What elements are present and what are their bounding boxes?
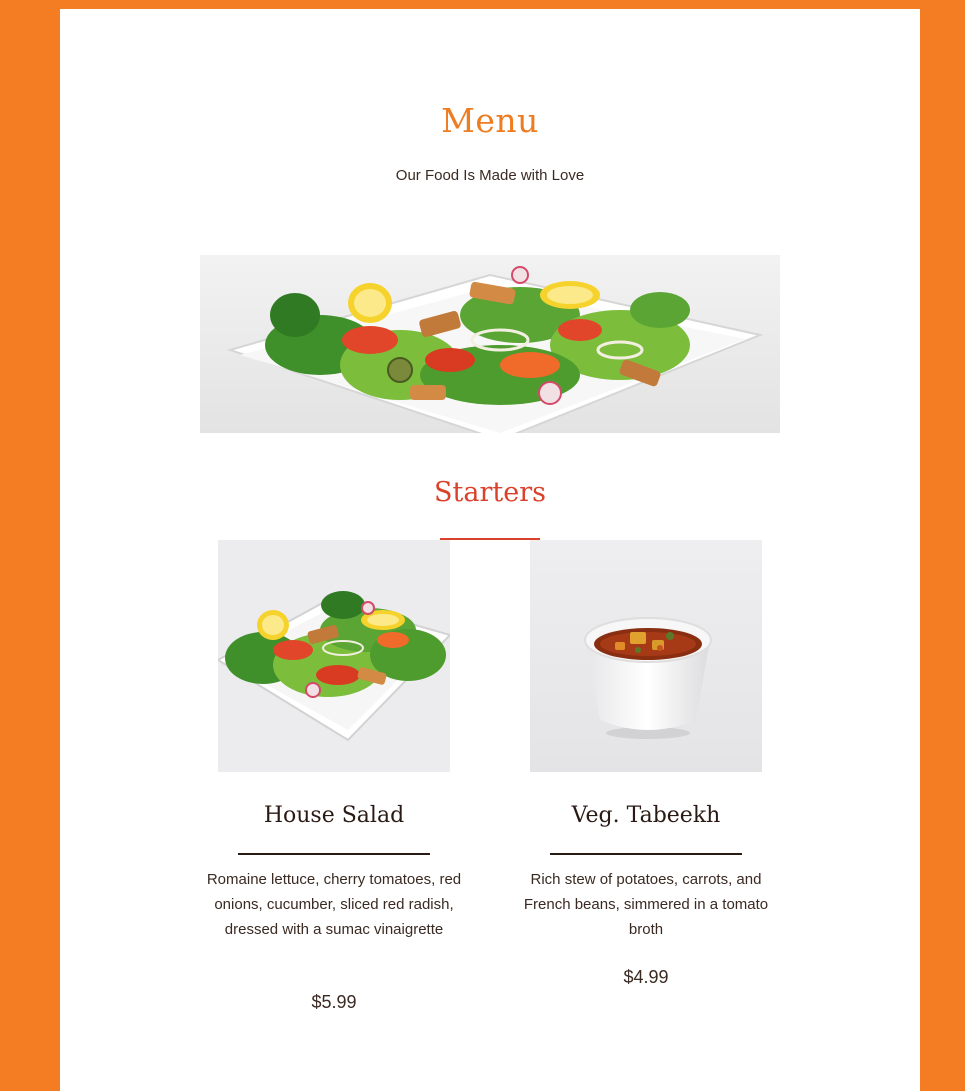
page-subtitle: Our Food Is Made with Love — [395, 167, 585, 184]
item-description: Rich stew of potatoes, carrots, and French beans, simmered in a tomato broth — [523, 871, 769, 938]
section-title-starters: Starters — [434, 477, 546, 508]
item-price: $5.99 — [311, 992, 357, 1012]
item-price: $4.99 — [623, 967, 669, 987]
item-name: House Salad — [263, 803, 405, 828]
page-title: Menu — [441, 101, 539, 140]
item-description: Romaine lettuce, cherry tomatoes, red onions, cucumber, sliced red radish, dressed with a sumac vinaigrette — [206, 871, 462, 938]
menu-page — [60, 9, 920, 1091]
item-name: Veg. Tabeekh — [571, 803, 721, 828]
veg-tabeekh-image — [530, 540, 762, 772]
item-name-divider — [238, 853, 430, 855]
item-name-divider — [550, 853, 742, 855]
section-divider — [440, 538, 540, 540]
house-salad-image — [218, 540, 450, 772]
hero-salad-image — [200, 255, 780, 433]
